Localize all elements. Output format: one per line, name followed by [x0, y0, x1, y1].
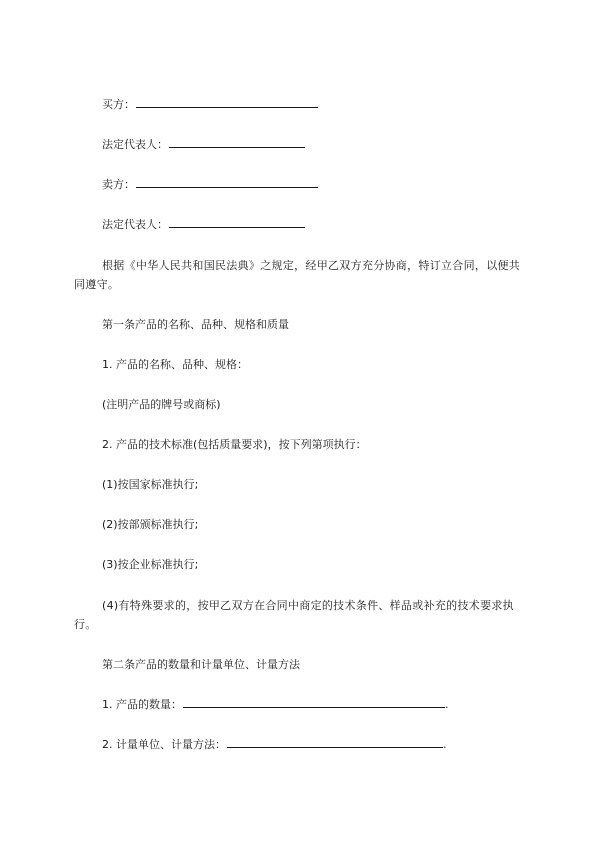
seller-rep-line — [74, 215, 530, 234]
article2-item2-period: . — [443, 738, 447, 751]
seller-blank[interactable] — [136, 175, 318, 188]
article1-option3-text: (3)按企业标准执行; — [102, 558, 199, 571]
buyer-label: 买方： — [102, 98, 135, 111]
seller-label: 卖方： — [102, 178, 135, 191]
article2-title — [74, 655, 530, 674]
article1-item1 — [74, 355, 530, 374]
buyer-rep-blank[interactable] — [169, 135, 305, 148]
article1-option1 — [74, 475, 530, 494]
article1-option2-text: (2)按部颁标准执行; — [102, 518, 199, 531]
article1-item2-text: 2. 产品的技术标准(包括质量要求)，按下列第项执行： — [102, 438, 367, 451]
buyer-rep-line — [74, 135, 530, 154]
article2-item1 — [74, 695, 530, 714]
article1-title — [74, 315, 530, 334]
buyer-rep-label: 法定代表人： — [102, 138, 168, 151]
article2-item1-text: 1. 产品的数量： — [102, 698, 182, 711]
article2-item1-period: . — [445, 698, 449, 711]
article1-item1-text: 1. 产品的名称、品种、规格： — [102, 358, 248, 371]
article1-item1-note-text: (注明产品的牌号或商标) — [102, 398, 221, 411]
article2-item2-text: 2. 计量单位、计量方法： — [102, 738, 226, 751]
seller-rep-label: 法定代表人： — [102, 218, 168, 231]
article2-title-text: 第二条产品的数量和计量单位、计量方法 — [102, 658, 300, 671]
quantity-blank[interactable] — [183, 695, 445, 708]
measurement-blank[interactable] — [227, 735, 443, 748]
article1-option4: (4)有特殊要求的，按甲乙双方在合同中商定的技术条件、样品或补充的技术要求执行。 — [74, 599, 514, 631]
article2-item2 — [74, 735, 530, 754]
article1-option3 — [74, 555, 530, 574]
seller-rep-blank[interactable] — [169, 215, 305, 228]
preamble-paragraph: 根据《中华人民共和国民法典》之规定，经甲乙双方充分协商，特订立合同，以便共同遵守。 — [74, 259, 521, 291]
article1-item1-note — [74, 395, 530, 414]
buyer-line — [74, 95, 530, 114]
seller-line — [74, 175, 530, 194]
buyer-blank[interactable] — [136, 95, 318, 108]
article1-option1-text: (1)按国家标准执行; — [102, 478, 199, 491]
article1-title-text: 第一条产品的名称、品种、规格和质量 — [102, 318, 289, 331]
article1-option2 — [74, 515, 530, 534]
article1-item2 — [74, 435, 530, 454]
